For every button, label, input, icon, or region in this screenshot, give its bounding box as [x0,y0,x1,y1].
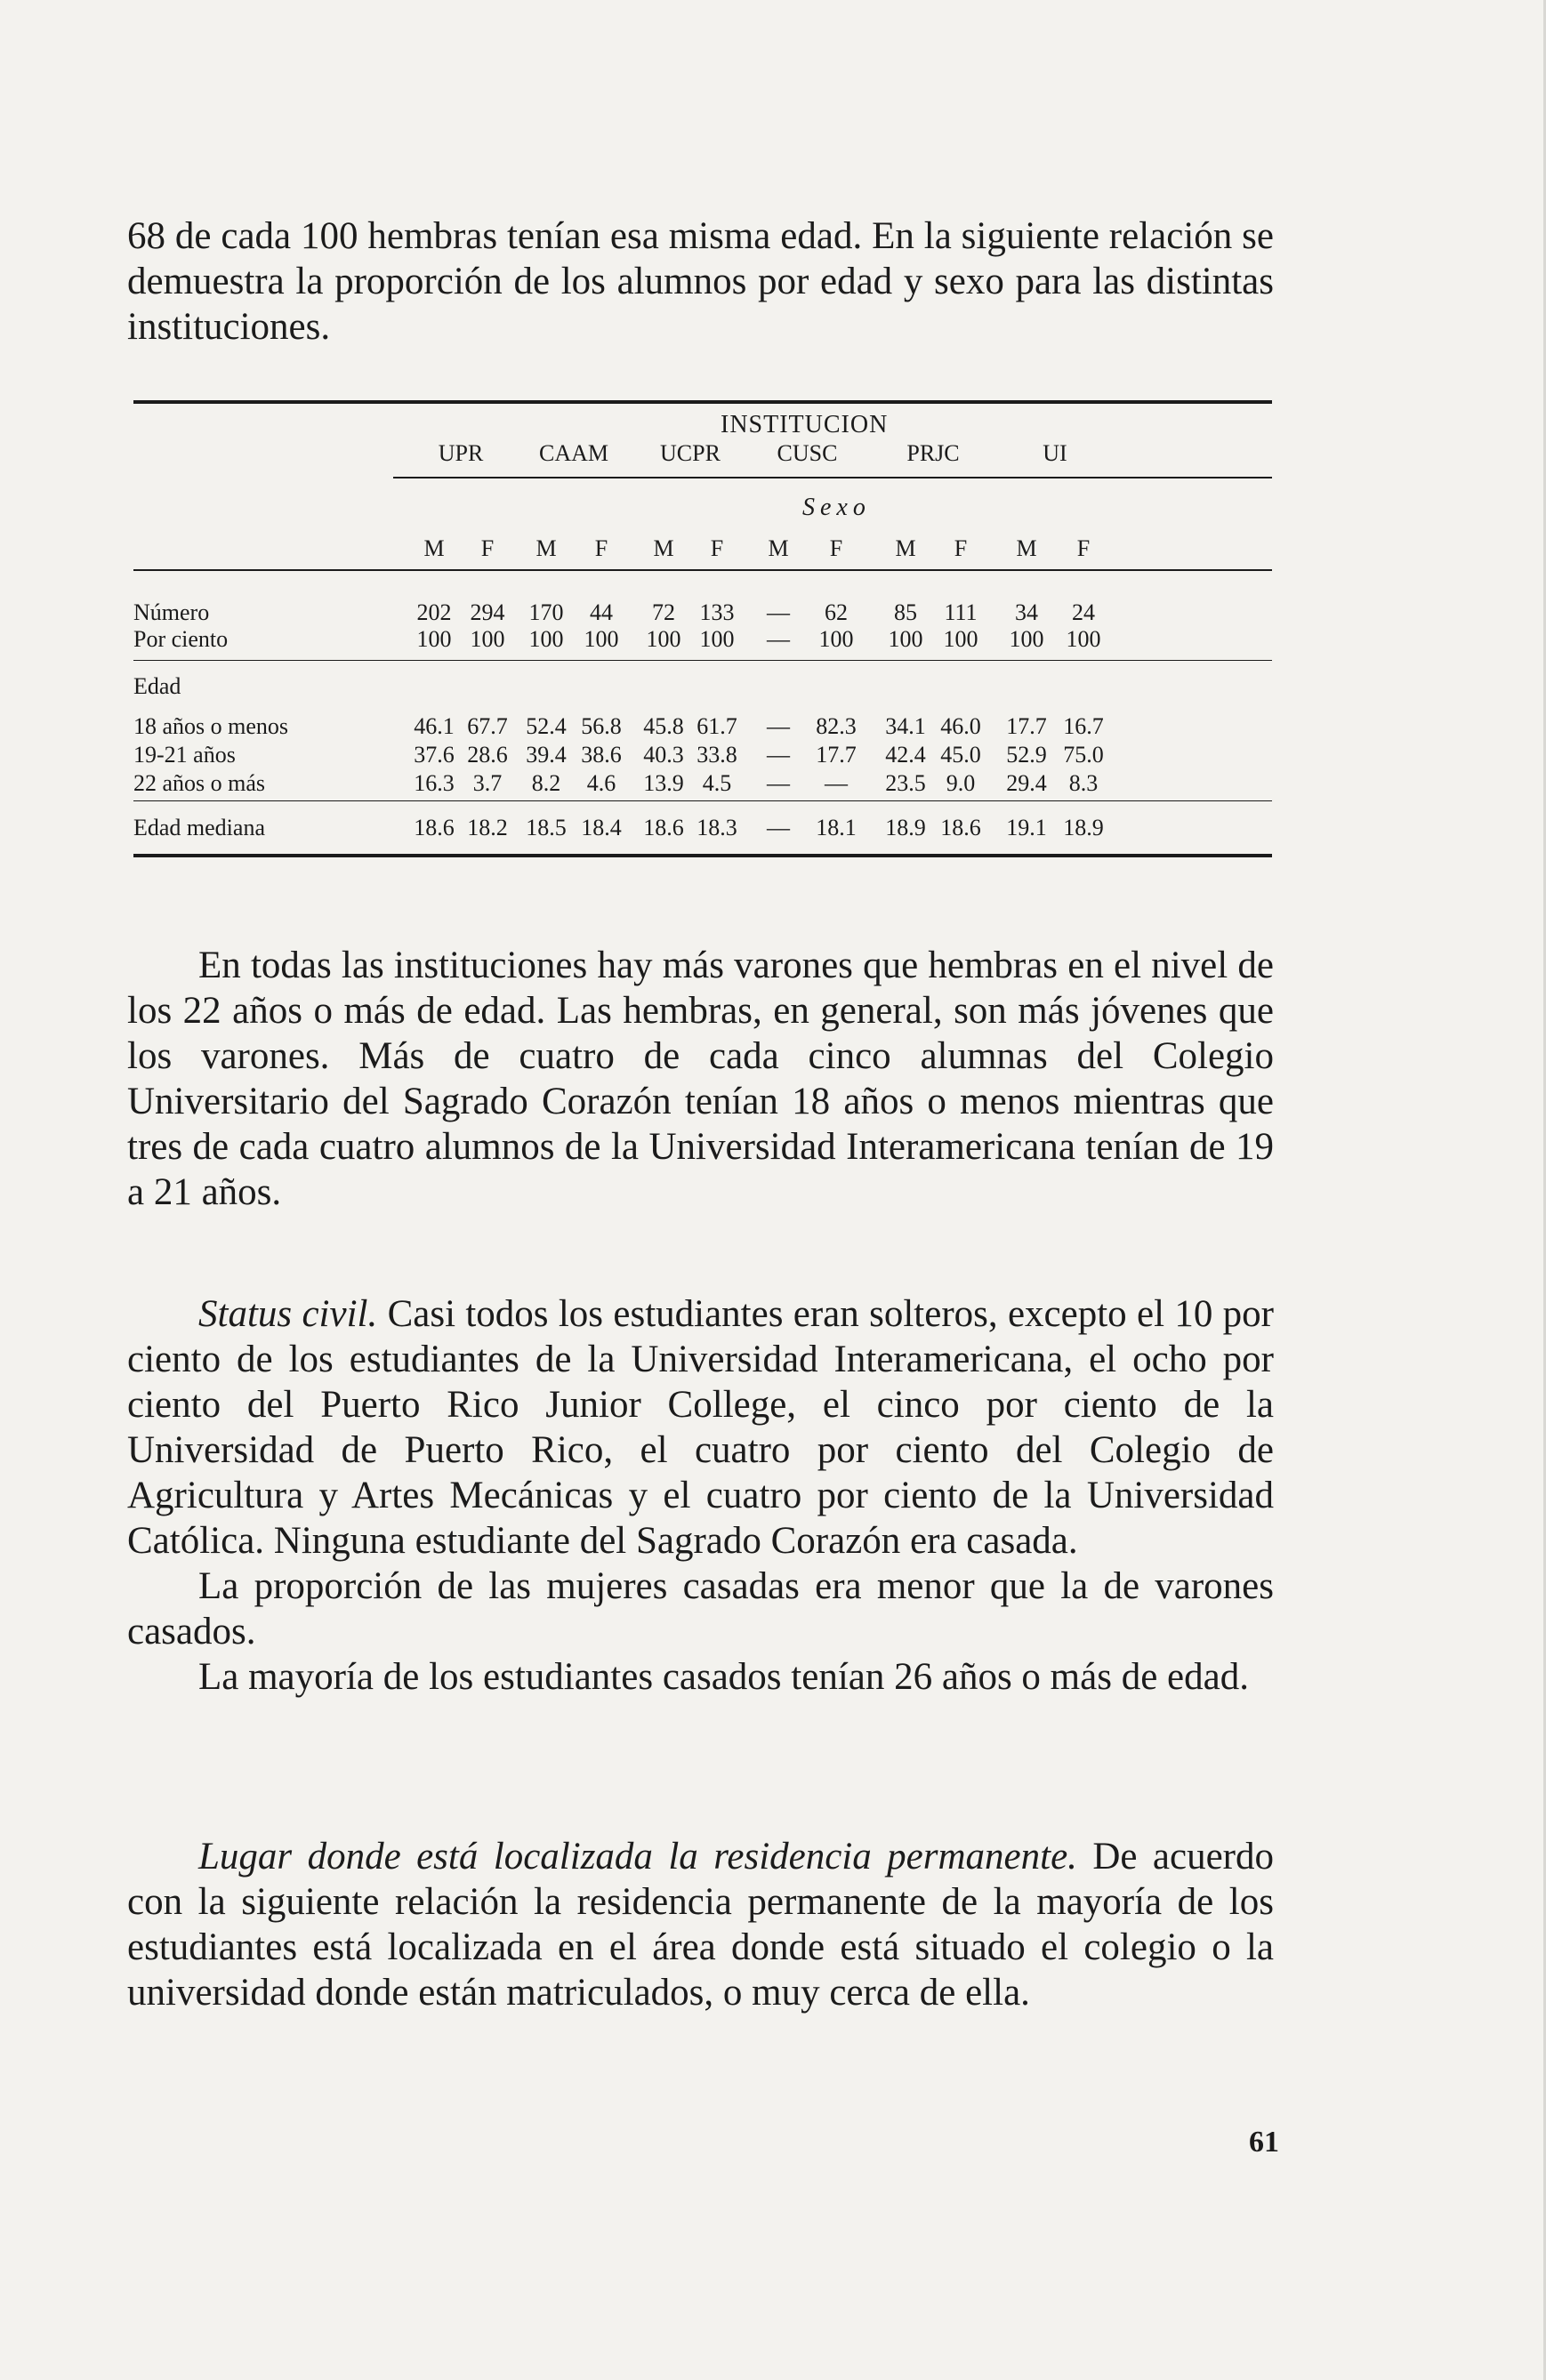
table-cell: 62 [825,599,848,625]
table-cell: 34.1 [885,713,926,739]
intro-text: 68 de cada 100 hembras tenían esa misma edad. En la siguiente relación se demuestra la proporción de los alumnos por edad y sexo para las distintas instituciones. [127,215,1274,348]
table-cell: 3.7 [472,770,503,796]
table-cell: 100 [528,626,564,652]
table-cell: — [767,770,790,796]
table-cell: 72 [652,599,675,625]
table-cell: 13.9 [643,770,684,796]
table-cell: 45.0 [940,742,981,768]
table-cell: 38.6 [581,742,622,768]
majority-married-paragraph: La mayoría de los estudiantes casados tenían 26 años o más de edad. [198,1656,1249,1698]
table-cell: 18.4 [581,815,622,840]
sex-label: F [954,535,968,561]
table-cell: 4.6 [586,770,616,796]
table-cell: 17.7 [1006,713,1047,739]
table-cell: 16.3 [414,770,455,796]
table-cell: 18.3 [697,815,737,840]
sex-label: F [710,535,724,561]
table-cell: 100 [416,626,452,652]
table-cell: 18.6 [414,815,455,840]
page-number: 61 [1249,2126,1279,2159]
table-cell: 52.4 [526,713,567,739]
table-cell: 100 [888,626,923,652]
header-bottom-rule [133,569,1272,571]
table-cell: 202 [416,599,452,625]
status-heading: Status civil. [198,1293,378,1335]
table-cell: 29.4 [1006,770,1047,796]
sex-label: M [895,535,916,561]
table-cell: 56.8 [581,713,622,739]
table-cell: 82.3 [816,713,857,739]
sex-label: F [829,535,843,561]
table-cell: 52.9 [1006,742,1047,768]
institution-cusc: CUSC [777,440,838,466]
residence-body: De acuerdo con la siguiente relación la residencia permanente de la mayoría de los estudiantes está localizada en el área donde está situado el colegio o la universidad donde están matriculados, o muy cerca de ella. [127,1836,1275,2014]
sex-label: M [768,535,789,561]
sex-label: M [1016,535,1037,561]
women-married-paragraph: La proporción de las mujeres casadas era menor que la de varones casados. [127,1565,1274,1652]
status-section [127,1291,1274,1700]
sex-label: F [480,535,495,561]
sex-label: F [594,535,608,561]
table-cell: 61.7 [697,713,737,739]
table-cell: 8.2 [531,770,561,796]
table-cell: 9.0 [946,770,976,796]
residence-heading: Lugar donde está localizada la residencia permanente. [198,1836,1077,1877]
residence-section [127,1834,1274,2015]
table-cell: 100 [818,626,854,652]
table-cell: 24 [1072,599,1095,625]
row-label: 18 años o menos [133,713,289,739]
table-cell: 34 [1015,599,1038,625]
table-cell: 4.5 [702,770,732,796]
table-cell: 170 [528,599,564,625]
row-label: Número [133,599,210,625]
table-cell: 133 [699,599,735,625]
table-cell: — [825,770,848,796]
institution-rule [393,477,1272,478]
sex-label: F [1076,535,1091,561]
table-cell: 28.6 [467,742,508,768]
institution-prjc: PRJC [906,440,960,466]
institution-upr: UPR [438,440,484,466]
row-label: 22 años o más [133,770,266,796]
table-cell: 39.4 [526,742,567,768]
institution-super-header: INSTITUCION [721,411,889,438]
table-cell: 33.8 [697,742,737,768]
table-cell: 100 [1066,626,1101,652]
table-cell: 18.5 [526,815,567,840]
table-cell: 40.3 [643,742,684,768]
table-cell: 18.9 [885,815,926,840]
institution-ucpr: UCPR [660,440,721,466]
intro-paragraph [127,213,1274,350]
institutions-text: En todas las instituciones hay más varones que hembras en el nivel de los 22 años o más de edad. Las hembras, en general, son más jóvenes que los varones. Más de cuatro de cada cinco alumnas del Colegio Universitario del Sagrado Corazón tenían 18 años o menos mientras que tres de cada cuatro alumnos de la Universidad Interamericana tenían de 19 a 21 años. [127,945,1274,1213]
table-cell: 44 [590,599,613,625]
sex-label: M [653,535,674,561]
median-label: Edad mediana [133,815,265,840]
table-cell: 111 [944,599,978,625]
table-cell: 100 [584,626,619,652]
table-cell: 37.6 [414,742,455,768]
table-cell: 100 [470,626,505,652]
residence-paragraph [127,1834,1274,2015]
institution-ui: UI [1043,440,1067,466]
age-sex-table [133,400,1272,863]
institution-caam: CAAM [538,440,608,466]
status-body: Casi todos los estudiantes eran solteros, excepto el 10 por ciento de los estudiantes de la Universidad Interamericana, el ocho por ciento del Puerto Rico Junior College, el cinco por ciento de la Universidad de Puerto Rico, el cuatro por ciento del Colegio de Agricultura y Artes Mecánicas y el cuatro por ciento de la Universidad Católica. Ninguna estudiante del Sagrado Corazón era casada. [127,1293,1275,1562]
table-cell: — [767,742,790,768]
table-cell: 85 [894,599,917,625]
count-rows-rule [133,660,1272,661]
sex-header: Sexo [802,494,871,521]
table-cell: 42.4 [885,742,926,768]
table-cell: 8.3 [1068,770,1099,796]
table-cell: 67.7 [467,713,508,739]
table-bottom-rule [133,854,1272,857]
table-top-rule [133,400,1272,404]
table-cell: 100 [943,626,978,652]
age-rows-rule [133,800,1272,801]
table-cell: 100 [699,626,735,652]
status-paragraph [127,1291,1274,1564]
table-cell: — [767,815,790,840]
table-cell: — [767,626,790,652]
row-label: 19-21 años [133,742,236,768]
table-cell: 18.6 [940,815,981,840]
table-cell: 45.8 [643,713,684,739]
table-cell: 18.6 [643,815,684,840]
table-cell: 100 [646,626,681,652]
table-cell: 294 [470,599,505,625]
institutions-paragraph [127,943,1274,1215]
table-cell: 17.7 [816,742,857,768]
table-cell: 23.5 [885,770,926,796]
row-label: Por ciento [133,626,229,652]
age-section-label: Edad [133,673,181,699]
table-cell: 18.9 [1063,815,1104,840]
table-cell: 18.1 [816,815,857,840]
table-cell: — [767,599,790,625]
sex-label: M [535,535,557,561]
sex-label: M [423,535,445,561]
table-cell: 100 [1009,626,1044,652]
table-cell: 46.0 [940,713,981,739]
table-cell: 18.2 [467,815,508,840]
table-cell: 75.0 [1063,742,1104,768]
table-cell: 16.7 [1063,713,1104,739]
table-cell: 19.1 [1006,815,1047,840]
table-cell: — [767,713,790,739]
table-cell: 46.1 [414,713,455,739]
